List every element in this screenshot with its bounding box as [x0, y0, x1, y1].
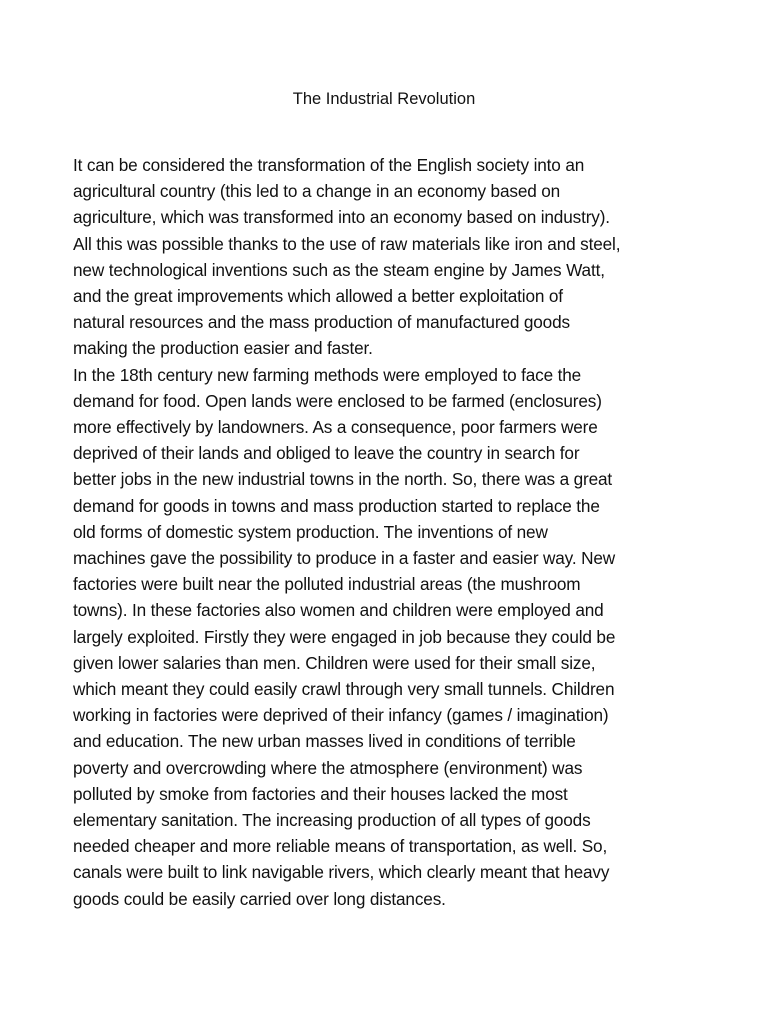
text-line: working in factories were deprived of their infancy (games / imagination)	[73, 705, 609, 726]
document-title: The Industrial Revolution	[292, 90, 476, 108]
text-line: given lower salaries than men. Children were used for their small size,	[73, 652, 596, 673]
text-line: demand for food. Open lands were enclosed to be farmed (enclosures)	[73, 390, 602, 411]
text-line: polluted by smoke from factories and their houses lacked the most	[73, 783, 568, 804]
text-line: poverty and overcrowding where the atmosphere (environment) was	[73, 757, 583, 778]
text-line: towns). In these factories also women and children were employed and	[73, 600, 604, 621]
text-line: and education. The new urban masses lived in conditions of terrible	[73, 731, 576, 752]
text-line: canals were built to link navigable rivers, which clearly meant that heavy	[73, 862, 610, 883]
text-line: better jobs in the new industrial towns in the north. So, there was a great	[73, 469, 613, 490]
text-line: and the great improvements which allowed a better exploitation of	[73, 286, 563, 307]
text-line: goods could be easily carried over long distances.	[73, 888, 446, 909]
text-line: agriculture, which was transformed into an economy based on industry).	[73, 207, 610, 228]
text-line: factories were built near the polluted industrial areas (the mushroom	[73, 574, 581, 595]
text-line: machines gave the possibility to produce in a faster and easier way. New	[73, 548, 616, 569]
text-line: agricultural country (this led to a change in an economy based on	[73, 181, 561, 202]
document-body	[73, 152, 713, 912]
text-line: new technological inventions such as the steam engine by James Watt,	[73, 259, 605, 280]
text-line: making the production easier and faster.	[73, 338, 373, 359]
text-line: needed cheaper and more reliable means of transportation, as well. So,	[73, 836, 608, 857]
text-line: All this was possible thanks to the use of raw materials like iron and steel,	[73, 233, 621, 254]
text-line: which meant they could easily crawl through very small tunnels. Children	[73, 679, 615, 700]
text-line: deprived of their lands and obliged to leave the country in search for	[73, 443, 580, 464]
text-line: In the 18th century new farming methods were employed to face the	[73, 364, 582, 385]
text-line: elementary sanitation. The increasing production of all types of goods	[73, 810, 591, 831]
text-line: demand for goods in towns and mass production started to replace the	[73, 495, 600, 516]
text-line: natural resources and the mass production of manufactured goods	[73, 312, 570, 333]
text-line: It can be considered the transformation of the English society into an	[73, 155, 585, 175]
text-line: more effectively by landowners. As a consequence, poor farmers were	[73, 417, 598, 438]
text-line: largely exploited. Firstly they were engaged in job because they could be	[73, 626, 616, 647]
text-line: old forms of domestic system production. The inventions of new	[73, 521, 548, 542]
